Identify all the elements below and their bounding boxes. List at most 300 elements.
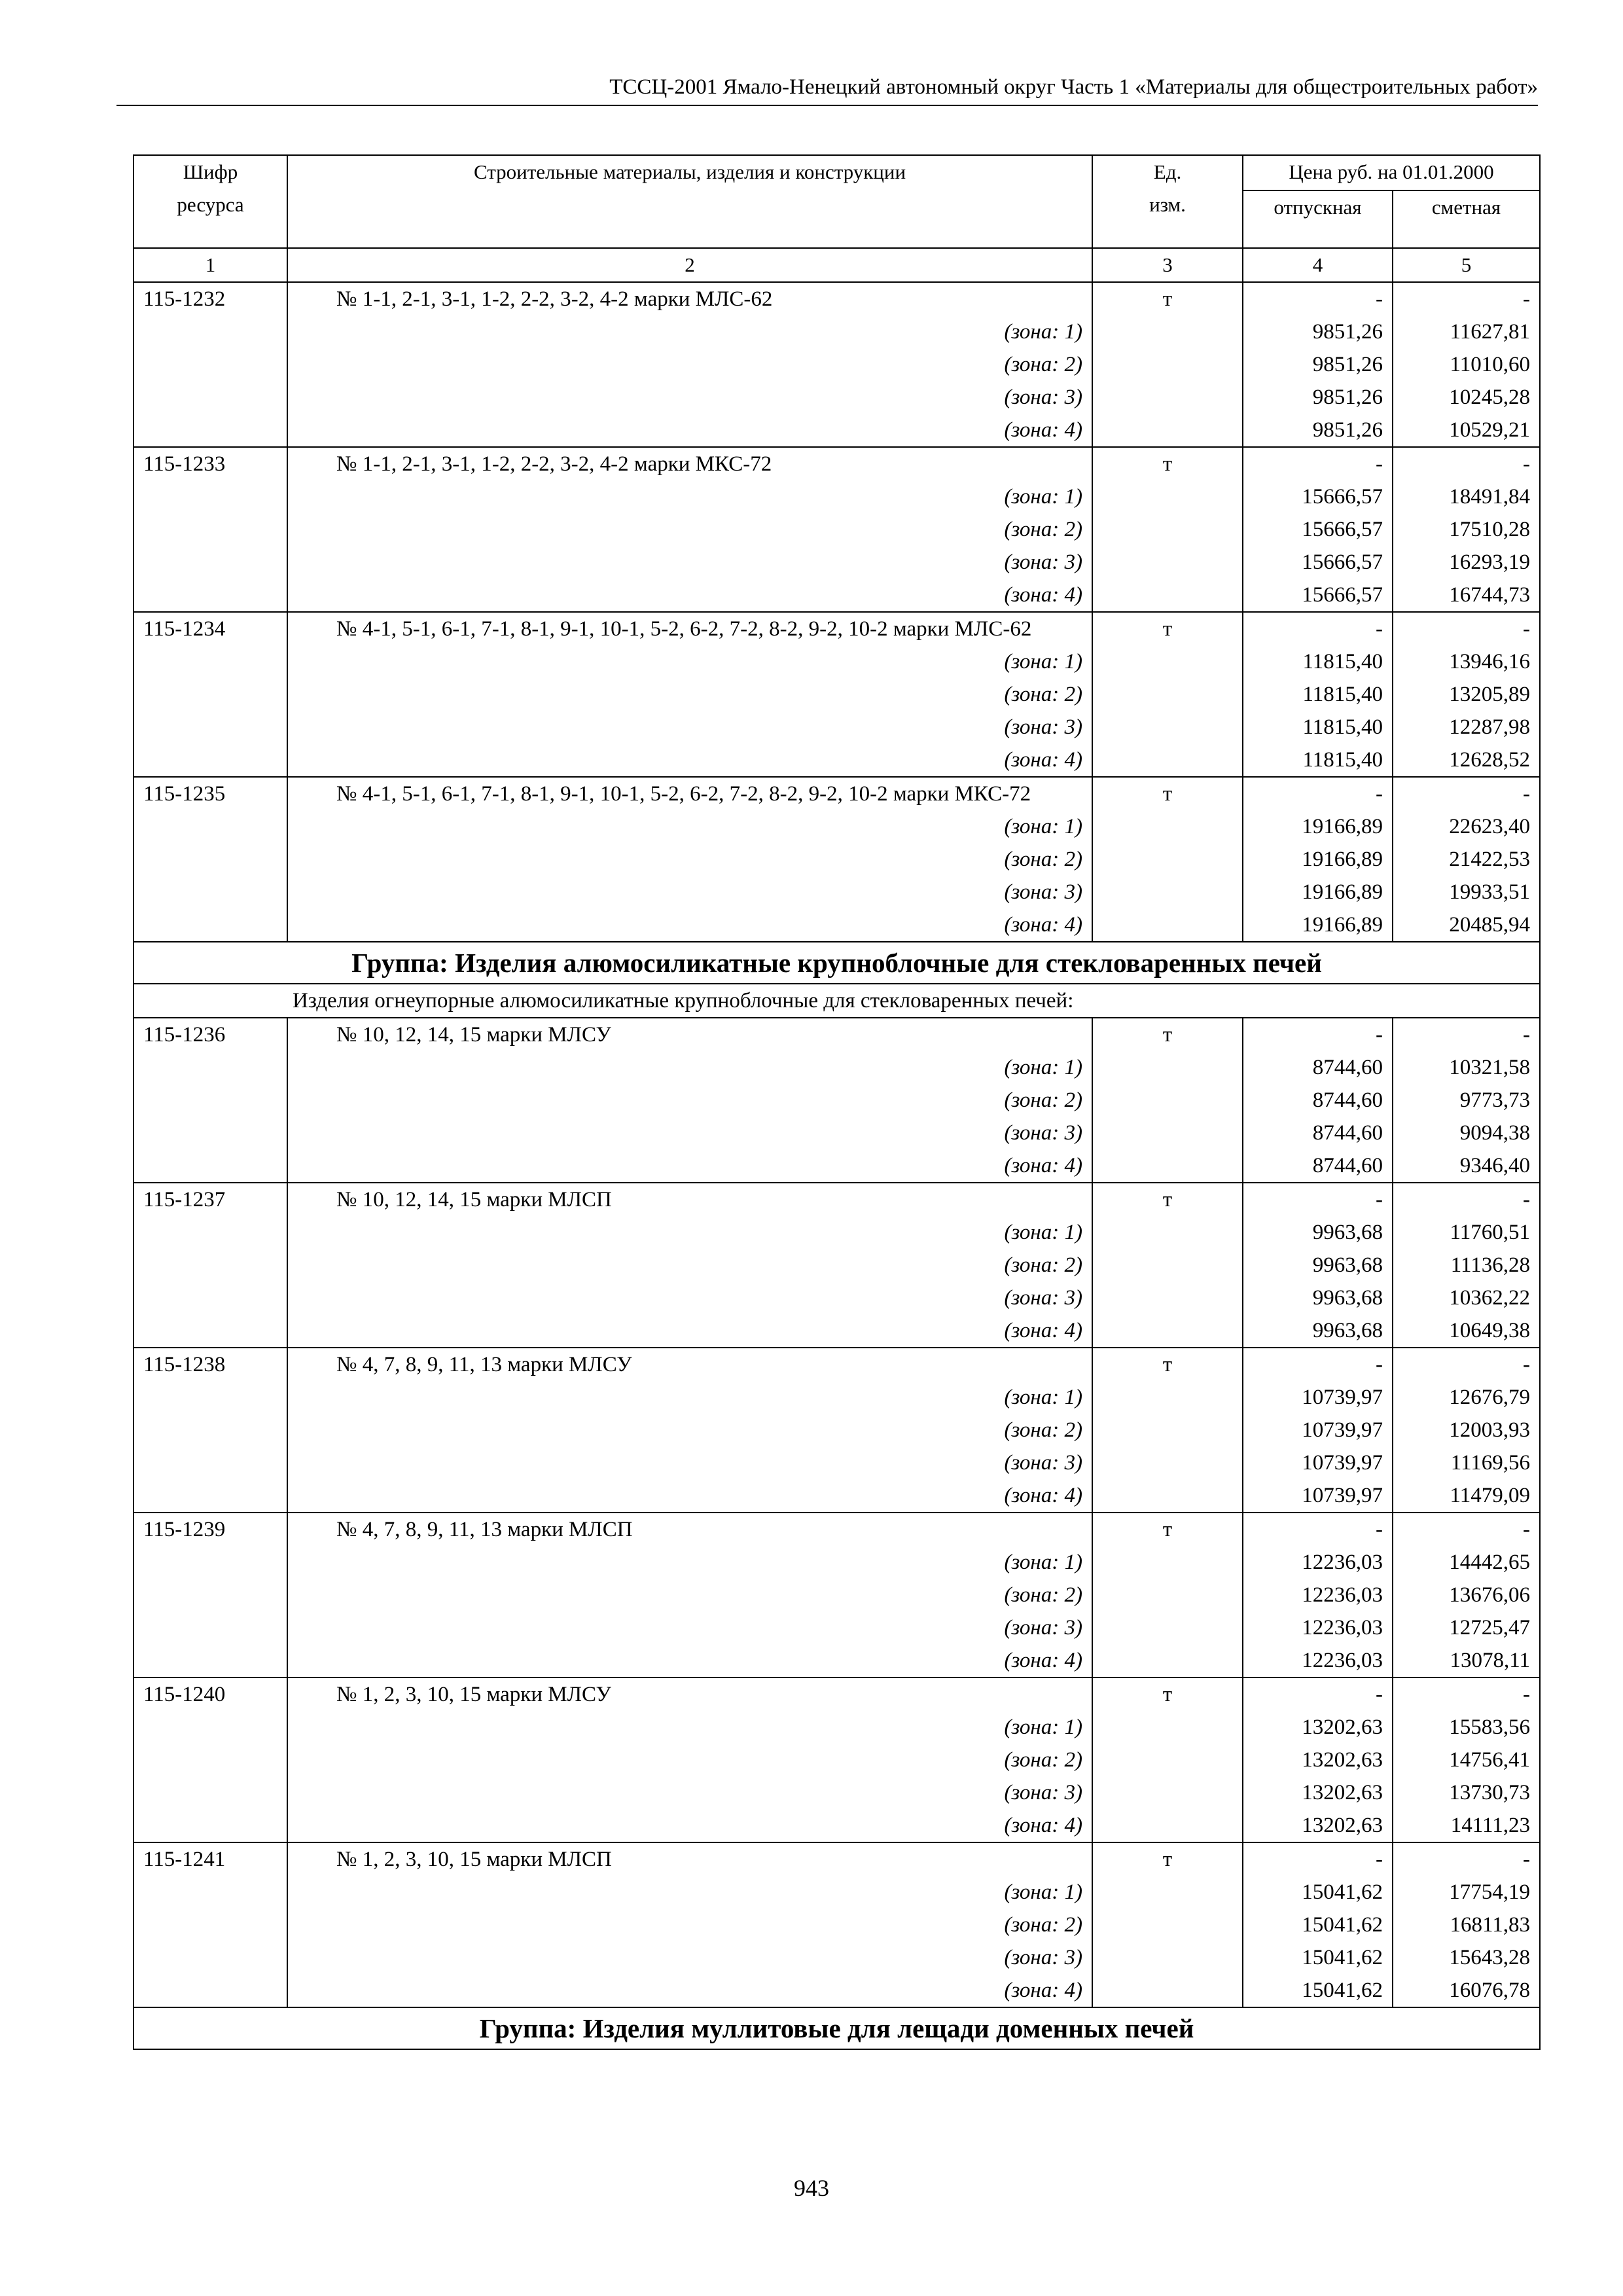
empty-cell (134, 1941, 287, 1974)
header-release-price: отпускная (1243, 190, 1393, 248)
empty-cell (1092, 843, 1243, 876)
zone-estimate-price: 14756,41 (1393, 1744, 1540, 1776)
zone-release-price: 9963,68 (1243, 1314, 1393, 1348)
empty-cell (1092, 381, 1243, 414)
zone-estimate-price: 18491,84 (1393, 480, 1540, 513)
release-price: - (1243, 1677, 1393, 1711)
empty-cell (1092, 1579, 1243, 1611)
resource-name: № 4-1, 5-1, 6-1, 7-1, 8-1, 9-1, 10-1, 5-2, 6-2, 7-2, 8-2, 9-2, 10-2 марки МКС-72 (287, 777, 1092, 810)
column-number: 5 (1393, 248, 1540, 282)
empty-cell (134, 381, 287, 414)
zone-row (134, 1611, 1540, 1644)
empty-cell (1092, 1117, 1243, 1149)
zone-estimate-price: 11169,56 (1393, 1446, 1540, 1479)
zone-label: (зона: 4) (287, 1974, 1092, 2007)
resource-code: 115-1240 (134, 1677, 287, 1711)
zone-row (134, 1314, 1540, 1348)
zone-release-price: 19166,89 (1243, 810, 1393, 843)
zone-label: (зона: 2) (287, 843, 1092, 876)
zone-label: (зона: 1) (287, 1051, 1092, 1084)
zone-row (134, 876, 1540, 908)
empty-cell (134, 1876, 287, 1909)
header-unit: Ед. изм. (1092, 155, 1243, 248)
group-heading: Группа: Изделия муллитовые для лещади доменных печей (134, 2007, 1540, 2049)
empty-cell (1092, 744, 1243, 777)
zone-estimate-price: 9346,40 (1393, 1149, 1540, 1183)
empty-cell (134, 579, 287, 612)
resource-name: № 1-1, 2-1, 3-1, 1-2, 2-2, 3-2, 4-2 марки МЛС-62 (287, 282, 1092, 315)
zone-label: (зона: 3) (287, 711, 1092, 744)
resource-code: 115-1239 (134, 1513, 287, 1546)
empty-cell (134, 480, 287, 513)
empty-cell (1092, 1314, 1243, 1348)
zone-estimate-price: 16811,83 (1393, 1909, 1540, 1941)
zone-estimate-price: 10321,58 (1393, 1051, 1540, 1084)
resource-name: № 10, 12, 14, 15 марки МЛСП (287, 1183, 1092, 1216)
zone-label: (зона: 3) (287, 1282, 1092, 1314)
estimate-price: - (1393, 1348, 1540, 1381)
release-price: - (1243, 1018, 1393, 1051)
column-number: 4 (1243, 248, 1393, 282)
empty-cell (1092, 1776, 1243, 1809)
zone-estimate-price: 10245,28 (1393, 381, 1540, 414)
resource-code: 115-1236 (134, 1018, 287, 1051)
zone-row (134, 645, 1540, 678)
resource-row (134, 1842, 1540, 1876)
zone-estimate-price: 22623,40 (1393, 810, 1540, 843)
zone-estimate-price: 16076,78 (1393, 1974, 1540, 2007)
empty-cell (134, 843, 287, 876)
resource-row (134, 777, 1540, 810)
empty-cell (1092, 1381, 1243, 1414)
empty-cell (134, 1051, 287, 1084)
empty-cell (1092, 908, 1243, 942)
zone-row (134, 678, 1540, 711)
empty-cell (1092, 711, 1243, 744)
zone-estimate-price: 16293,19 (1393, 546, 1540, 579)
zone-estimate-price: 17510,28 (1393, 513, 1540, 546)
zone-row (134, 1809, 1540, 1842)
zone-release-price: 9963,68 (1243, 1216, 1393, 1249)
column-number: 2 (287, 248, 1092, 282)
empty-cell (134, 711, 287, 744)
zone-release-price: 15041,62 (1243, 1876, 1393, 1909)
zone-estimate-price: 14111,23 (1393, 1809, 1540, 1842)
zone-label: (зона: 1) (287, 645, 1092, 678)
estimate-price: - (1393, 282, 1540, 315)
zone-row (134, 1282, 1540, 1314)
zone-estimate-price: 15643,28 (1393, 1941, 1540, 1974)
release-price: - (1243, 1842, 1393, 1876)
zone-row (134, 1381, 1540, 1414)
empty-cell (1092, 1149, 1243, 1183)
zone-label: (зона: 1) (287, 1216, 1092, 1249)
zone-row (134, 1446, 1540, 1479)
zone-label: (зона: 1) (287, 1381, 1092, 1414)
zone-label: (зона: 4) (287, 1149, 1092, 1183)
zone-label: (зона: 1) (287, 1876, 1092, 1909)
zone-estimate-price: 11010,60 (1393, 348, 1540, 381)
zone-release-price: 15666,57 (1243, 579, 1393, 612)
empty-cell (134, 876, 287, 908)
column-number: 1 (134, 248, 287, 282)
resource-code: 115-1241 (134, 1842, 287, 1876)
zone-estimate-price: 10362,22 (1393, 1282, 1540, 1314)
empty-cell (134, 908, 287, 942)
release-price: - (1243, 447, 1393, 480)
empty-cell (134, 1117, 287, 1149)
zone-estimate-price: 9094,38 (1393, 1117, 1540, 1149)
zone-label: (зона: 4) (287, 908, 1092, 942)
zone-row (134, 1117, 1540, 1149)
empty-cell (134, 1809, 287, 1842)
zone-estimate-price: 17754,19 (1393, 1876, 1540, 1909)
zone-release-price: 9851,26 (1243, 414, 1393, 447)
empty-cell (1092, 315, 1243, 348)
zone-row (134, 381, 1540, 414)
header-estimate-price: сметная (1393, 190, 1540, 248)
resource-unit: т (1092, 447, 1243, 480)
empty-cell (1092, 1941, 1243, 1974)
empty-cell (1092, 579, 1243, 612)
estimate-price: - (1393, 447, 1540, 480)
zone-release-price: 12236,03 (1243, 1579, 1393, 1611)
empty-cell (134, 1974, 287, 2007)
resource-unit: т (1092, 1018, 1243, 1051)
zone-estimate-price: 13078,11 (1393, 1644, 1540, 1677)
empty-cell (134, 1644, 287, 1677)
zone-estimate-price: 12003,93 (1393, 1414, 1540, 1446)
zone-estimate-price: 10529,21 (1393, 414, 1540, 447)
group-heading-row (134, 942, 1540, 984)
empty-cell (134, 1314, 287, 1348)
zone-row (134, 908, 1540, 942)
zone-row (134, 579, 1540, 612)
zone-row (134, 1249, 1540, 1282)
zone-estimate-price: 13730,73 (1393, 1776, 1540, 1809)
resource-row (134, 447, 1540, 480)
subgroup-heading: Изделия огнеупорные алюмосиликатные крупноблочные для стекловаренных печей: (134, 984, 1540, 1018)
empty-cell (134, 1744, 287, 1776)
zone-estimate-price: 11136,28 (1393, 1249, 1540, 1282)
zone-estimate-price: 19933,51 (1393, 876, 1540, 908)
zone-row (134, 1479, 1540, 1513)
zone-label: (зона: 2) (287, 1744, 1092, 1776)
zone-release-price: 10739,97 (1243, 1381, 1393, 1414)
empty-cell (134, 1611, 287, 1644)
empty-cell (1092, 1909, 1243, 1941)
empty-cell (1092, 1809, 1243, 1842)
empty-cell (134, 744, 287, 777)
resource-row (134, 1513, 1540, 1546)
empty-cell (134, 1446, 287, 1479)
zone-label: (зона: 1) (287, 1711, 1092, 1744)
empty-cell (134, 1414, 287, 1446)
zone-release-price: 9963,68 (1243, 1249, 1393, 1282)
zone-label: (зона: 2) (287, 1414, 1092, 1446)
zone-label: (зона: 2) (287, 1084, 1092, 1117)
empty-cell (1092, 678, 1243, 711)
resource-name: № 4, 7, 8, 9, 11, 13 марки МЛСУ (287, 1348, 1092, 1381)
resource-unit: т (1092, 777, 1243, 810)
zone-release-price: 13202,63 (1243, 1809, 1393, 1842)
zone-label: (зона: 3) (287, 381, 1092, 414)
resource-row (134, 1018, 1540, 1051)
zone-row (134, 1941, 1540, 1974)
resource-name: № 4, 7, 8, 9, 11, 13 марки МЛСП (287, 1513, 1092, 1546)
empty-cell (1092, 876, 1243, 908)
zone-release-price: 13202,63 (1243, 1711, 1393, 1744)
zone-row (134, 1546, 1540, 1579)
zone-estimate-price: 12725,47 (1393, 1611, 1540, 1644)
zone-release-price: 9851,26 (1243, 348, 1393, 381)
zone-release-price: 8744,60 (1243, 1084, 1393, 1117)
zone-row (134, 348, 1540, 381)
resource-unit: т (1092, 282, 1243, 315)
zone-release-price: 9963,68 (1243, 1282, 1393, 1314)
resource-name: № 10, 12, 14, 15 марки МЛСУ (287, 1018, 1092, 1051)
zone-row (134, 1084, 1540, 1117)
empty-cell (1092, 1479, 1243, 1513)
zone-label: (зона: 2) (287, 1909, 1092, 1941)
zone-row (134, 1414, 1540, 1446)
resource-row (134, 1348, 1540, 1381)
estimate-price: - (1393, 1513, 1540, 1546)
zone-label: (зона: 3) (287, 546, 1092, 579)
zone-row (134, 1644, 1540, 1677)
zone-label: (зона: 3) (287, 1117, 1092, 1149)
zone-label: (зона: 2) (287, 1579, 1092, 1611)
zone-row (134, 1876, 1540, 1909)
release-price: - (1243, 612, 1393, 645)
zone-estimate-price: 13946,16 (1393, 645, 1540, 678)
empty-cell (1092, 513, 1243, 546)
zone-release-price: 8744,60 (1243, 1149, 1393, 1183)
zone-estimate-price: 12287,98 (1393, 711, 1540, 744)
empty-cell (134, 645, 287, 678)
page-number: 943 (794, 2175, 829, 2201)
header-code: Шифр ресурса (134, 155, 287, 248)
zone-estimate-price: 10649,38 (1393, 1314, 1540, 1348)
zone-release-price: 9851,26 (1243, 381, 1393, 414)
zone-estimate-price: 14442,65 (1393, 1546, 1540, 1579)
zone-release-price: 10739,97 (1243, 1479, 1393, 1513)
zone-release-price: 15666,57 (1243, 480, 1393, 513)
zone-estimate-price: 9773,73 (1393, 1084, 1540, 1117)
zone-release-price: 15041,62 (1243, 1941, 1393, 1974)
zone-row (134, 1149, 1540, 1183)
empty-cell (1092, 1084, 1243, 1117)
zone-label: (зона: 3) (287, 1611, 1092, 1644)
empty-cell (1092, 348, 1243, 381)
resource-row (134, 612, 1540, 645)
zone-estimate-price: 20485,94 (1393, 908, 1540, 942)
empty-cell (134, 1249, 287, 1282)
empty-cell (134, 1216, 287, 1249)
resource-row (134, 1183, 1540, 1216)
zone-row (134, 810, 1540, 843)
zone-estimate-price: 13676,06 (1393, 1579, 1540, 1611)
zone-estimate-price: 11760,51 (1393, 1216, 1540, 1249)
resource-unit: т (1092, 1842, 1243, 1876)
empty-cell (134, 1084, 287, 1117)
zone-estimate-price: 15583,56 (1393, 1711, 1540, 1744)
zone-label: (зона: 4) (287, 579, 1092, 612)
running-header: ТССЦ-2001 Ямало-Ненецкий автономный округ Часть 1 «Материалы для общестроительных работ» (116, 75, 1538, 106)
resource-row (134, 282, 1540, 315)
zone-release-price: 8744,60 (1243, 1117, 1393, 1149)
empty-cell (1092, 1974, 1243, 2007)
zone-label: (зона: 1) (287, 480, 1092, 513)
release-price: - (1243, 1513, 1393, 1546)
zone-label: (зона: 1) (287, 1546, 1092, 1579)
zone-estimate-price: 13205,89 (1393, 678, 1540, 711)
empty-cell (1092, 480, 1243, 513)
zone-release-price: 12236,03 (1243, 1546, 1393, 1579)
zone-release-price: 15041,62 (1243, 1909, 1393, 1941)
zone-label: (зона: 1) (287, 315, 1092, 348)
empty-cell (1092, 645, 1243, 678)
resource-name: № 1, 2, 3, 10, 15 марки МЛСУ (287, 1677, 1092, 1711)
zone-label: (зона: 4) (287, 744, 1092, 777)
zone-release-price: 8744,60 (1243, 1051, 1393, 1084)
zone-row (134, 546, 1540, 579)
empty-cell (1092, 1446, 1243, 1479)
zone-label: (зона: 2) (287, 348, 1092, 381)
zone-release-price: 15041,62 (1243, 1974, 1393, 2007)
empty-cell (134, 1711, 287, 1744)
zone-label: (зона: 4) (287, 414, 1092, 447)
empty-cell (1092, 1711, 1243, 1744)
empty-cell (1092, 546, 1243, 579)
zone-release-price: 19166,89 (1243, 843, 1393, 876)
zone-release-price: 15666,57 (1243, 546, 1393, 579)
zone-row (134, 315, 1540, 348)
zone-release-price: 11815,40 (1243, 744, 1393, 777)
zone-label: (зона: 2) (287, 1249, 1092, 1282)
estimate-price: - (1393, 777, 1540, 810)
zone-row (134, 513, 1540, 546)
estimate-price: - (1393, 1183, 1540, 1216)
zone-release-price: 15666,57 (1243, 513, 1393, 546)
empty-cell (134, 1381, 287, 1414)
resource-code: 115-1238 (134, 1348, 287, 1381)
zone-label: (зона: 2) (287, 513, 1092, 546)
zone-release-price: 9851,26 (1243, 315, 1393, 348)
resource-code: 115-1235 (134, 777, 287, 810)
zone-label: (зона: 4) (287, 1809, 1092, 1842)
zone-row (134, 1776, 1540, 1809)
zone-label: (зона: 3) (287, 1941, 1092, 1974)
empty-cell (1092, 1644, 1243, 1677)
empty-cell (1092, 1051, 1243, 1084)
resource-unit: т (1092, 1513, 1243, 1546)
zone-row (134, 744, 1540, 777)
zone-release-price: 11815,40 (1243, 678, 1393, 711)
empty-cell (134, 348, 287, 381)
resource-row (134, 1677, 1540, 1711)
zone-release-price: 10739,97 (1243, 1414, 1393, 1446)
release-price: - (1243, 777, 1393, 810)
zone-estimate-price: 12676,79 (1393, 1381, 1540, 1414)
zone-release-price: 11815,40 (1243, 711, 1393, 744)
zone-release-price: 13202,63 (1243, 1776, 1393, 1809)
zone-row (134, 1711, 1540, 1744)
resource-name: № 1-1, 2-1, 3-1, 1-2, 2-2, 3-2, 4-2 марки МКС-72 (287, 447, 1092, 480)
zone-row (134, 711, 1540, 744)
table-body (134, 282, 1540, 2049)
resource-name: № 1, 2, 3, 10, 15 марки МЛСП (287, 1842, 1092, 1876)
column-number: 3 (1092, 248, 1243, 282)
empty-cell (134, 546, 287, 579)
empty-cell (1092, 1611, 1243, 1644)
resource-code: 115-1234 (134, 612, 287, 645)
empty-cell (134, 513, 287, 546)
zone-release-price: 11815,40 (1243, 645, 1393, 678)
estimate-price: - (1393, 1018, 1540, 1051)
resource-unit: т (1092, 1677, 1243, 1711)
release-price: - (1243, 1348, 1393, 1381)
zone-estimate-price: 11627,81 (1393, 315, 1540, 348)
zone-row (134, 1744, 1540, 1776)
empty-cell (134, 1579, 287, 1611)
empty-cell (1092, 1876, 1243, 1909)
empty-cell (1092, 1414, 1243, 1446)
zone-label: (зона: 3) (287, 876, 1092, 908)
zone-estimate-price: 12628,52 (1393, 744, 1540, 777)
resource-unit: т (1092, 1183, 1243, 1216)
group-heading-row (134, 2007, 1540, 2049)
empty-cell (134, 1546, 287, 1579)
estimate-price: - (1393, 1842, 1540, 1876)
release-price: - (1243, 1183, 1393, 1216)
zone-row (134, 1579, 1540, 1611)
empty-cell (134, 1479, 287, 1513)
estimate-price: - (1393, 612, 1540, 645)
empty-cell (1092, 810, 1243, 843)
resource-code: 115-1233 (134, 447, 287, 480)
resource-unit: т (1092, 1348, 1243, 1381)
zone-release-price: 12236,03 (1243, 1644, 1393, 1677)
empty-cell (1092, 1216, 1243, 1249)
empty-cell (1092, 1282, 1243, 1314)
zone-label: (зона: 4) (287, 1644, 1092, 1677)
table-header (134, 155, 1540, 282)
zone-label: (зона: 4) (287, 1314, 1092, 1348)
empty-cell (134, 315, 287, 348)
empty-cell (1092, 1744, 1243, 1776)
zone-release-price: 19166,89 (1243, 876, 1393, 908)
header-name: Строительные материалы, изделия и конструкции (287, 155, 1092, 248)
zone-label: (зона: 4) (287, 1479, 1092, 1513)
zone-row (134, 480, 1540, 513)
zone-label: (зона: 2) (287, 678, 1092, 711)
zone-row (134, 1909, 1540, 1941)
zone-estimate-price: 11479,09 (1393, 1479, 1540, 1513)
zone-release-price: 19166,89 (1243, 908, 1393, 942)
empty-cell (134, 1149, 287, 1183)
zone-release-price: 12236,03 (1243, 1611, 1393, 1644)
zone-estimate-price: 21422,53 (1393, 843, 1540, 876)
empty-cell (134, 678, 287, 711)
zone-row (134, 843, 1540, 876)
empty-cell (1092, 414, 1243, 447)
zone-release-price: 13202,63 (1243, 1744, 1393, 1776)
price-table (133, 154, 1541, 2050)
zone-label: (зона: 1) (287, 810, 1092, 843)
zone-row (134, 414, 1540, 447)
resource-unit: т (1092, 612, 1243, 645)
